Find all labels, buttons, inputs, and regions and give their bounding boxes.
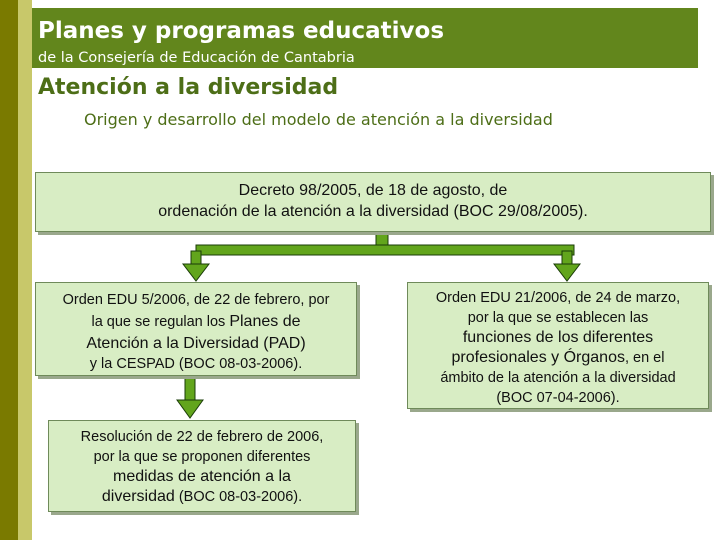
resolucion-line1: Resolución de 22 de febrero de 2006, (80, 429, 324, 445)
decreto-box (35, 172, 711, 232)
decreto-line1: Decreto 98/2005, de 18 de agosto, de (238, 182, 508, 199)
resolucion-line4-emphasis: diversidad (101, 488, 175, 505)
resolucion-line2: por la que se proponen diferentes (93, 449, 311, 465)
resolucion-box (48, 420, 356, 512)
arrow-right-head (554, 264, 580, 281)
resolucion-line4-end: (BOC 08-03-2006). (174, 489, 303, 505)
arrow-lower-head (177, 400, 203, 418)
arrow-left-head (183, 264, 209, 281)
connector-lower-drop (185, 377, 195, 401)
decreto-line2: ordenación de la atención a la diversidad (BOC 29/08/2005). (158, 203, 588, 220)
orden-funciones-line4-emphasis: profesionales y Órganos (451, 349, 625, 366)
orden-pad-line3: Atención a la Diversidad (PAD) (86, 335, 306, 352)
header-subtitle: de la Consejería de Educación de Cantabria (38, 50, 355, 66)
section-title: Atención a la diversidad (38, 75, 339, 100)
orden-pad-line2 (36, 311, 356, 333)
orden-funciones-line4 (408, 348, 708, 368)
resolucion-line4 (49, 487, 355, 507)
orden-pad-box (35, 282, 357, 376)
resolucion-line3: medidas de atención a la (113, 468, 291, 485)
section-subtitle: Origen y desarrollo del modelo de atención a la diversidad (84, 110, 553, 129)
header-title: Planes y programas educativos (38, 18, 445, 44)
orden-pad-line4: y la CESPAD (BOC 08-03-2006). (89, 356, 303, 372)
orden-pad-line2-start: la que se regulan los (91, 314, 230, 330)
orden-funciones-line3: funciones de los diferentes (462, 329, 654, 346)
orden-funciones-box (407, 282, 709, 409)
orden-funciones-line2: por la que se establecen las (467, 310, 649, 326)
connector-crossbar (196, 245, 574, 255)
orden-funciones-line4-end: , en el (624, 350, 665, 366)
orden-funciones-line5: ámbito de la atención a la diversidad (440, 370, 676, 386)
connector-left-drop (191, 251, 201, 265)
orden-pad-line2-emphasis: Planes de (229, 313, 301, 330)
connector-right-drop (562, 251, 572, 265)
orden-funciones-line6: (BOC 07-04-2006). (496, 390, 620, 406)
orden-pad-line1: Orden EDU 5/2006, de 22 de febrero, por (62, 292, 330, 308)
orden-funciones-line1: Orden EDU 21/2006, de 24 de marzo, (435, 290, 681, 306)
